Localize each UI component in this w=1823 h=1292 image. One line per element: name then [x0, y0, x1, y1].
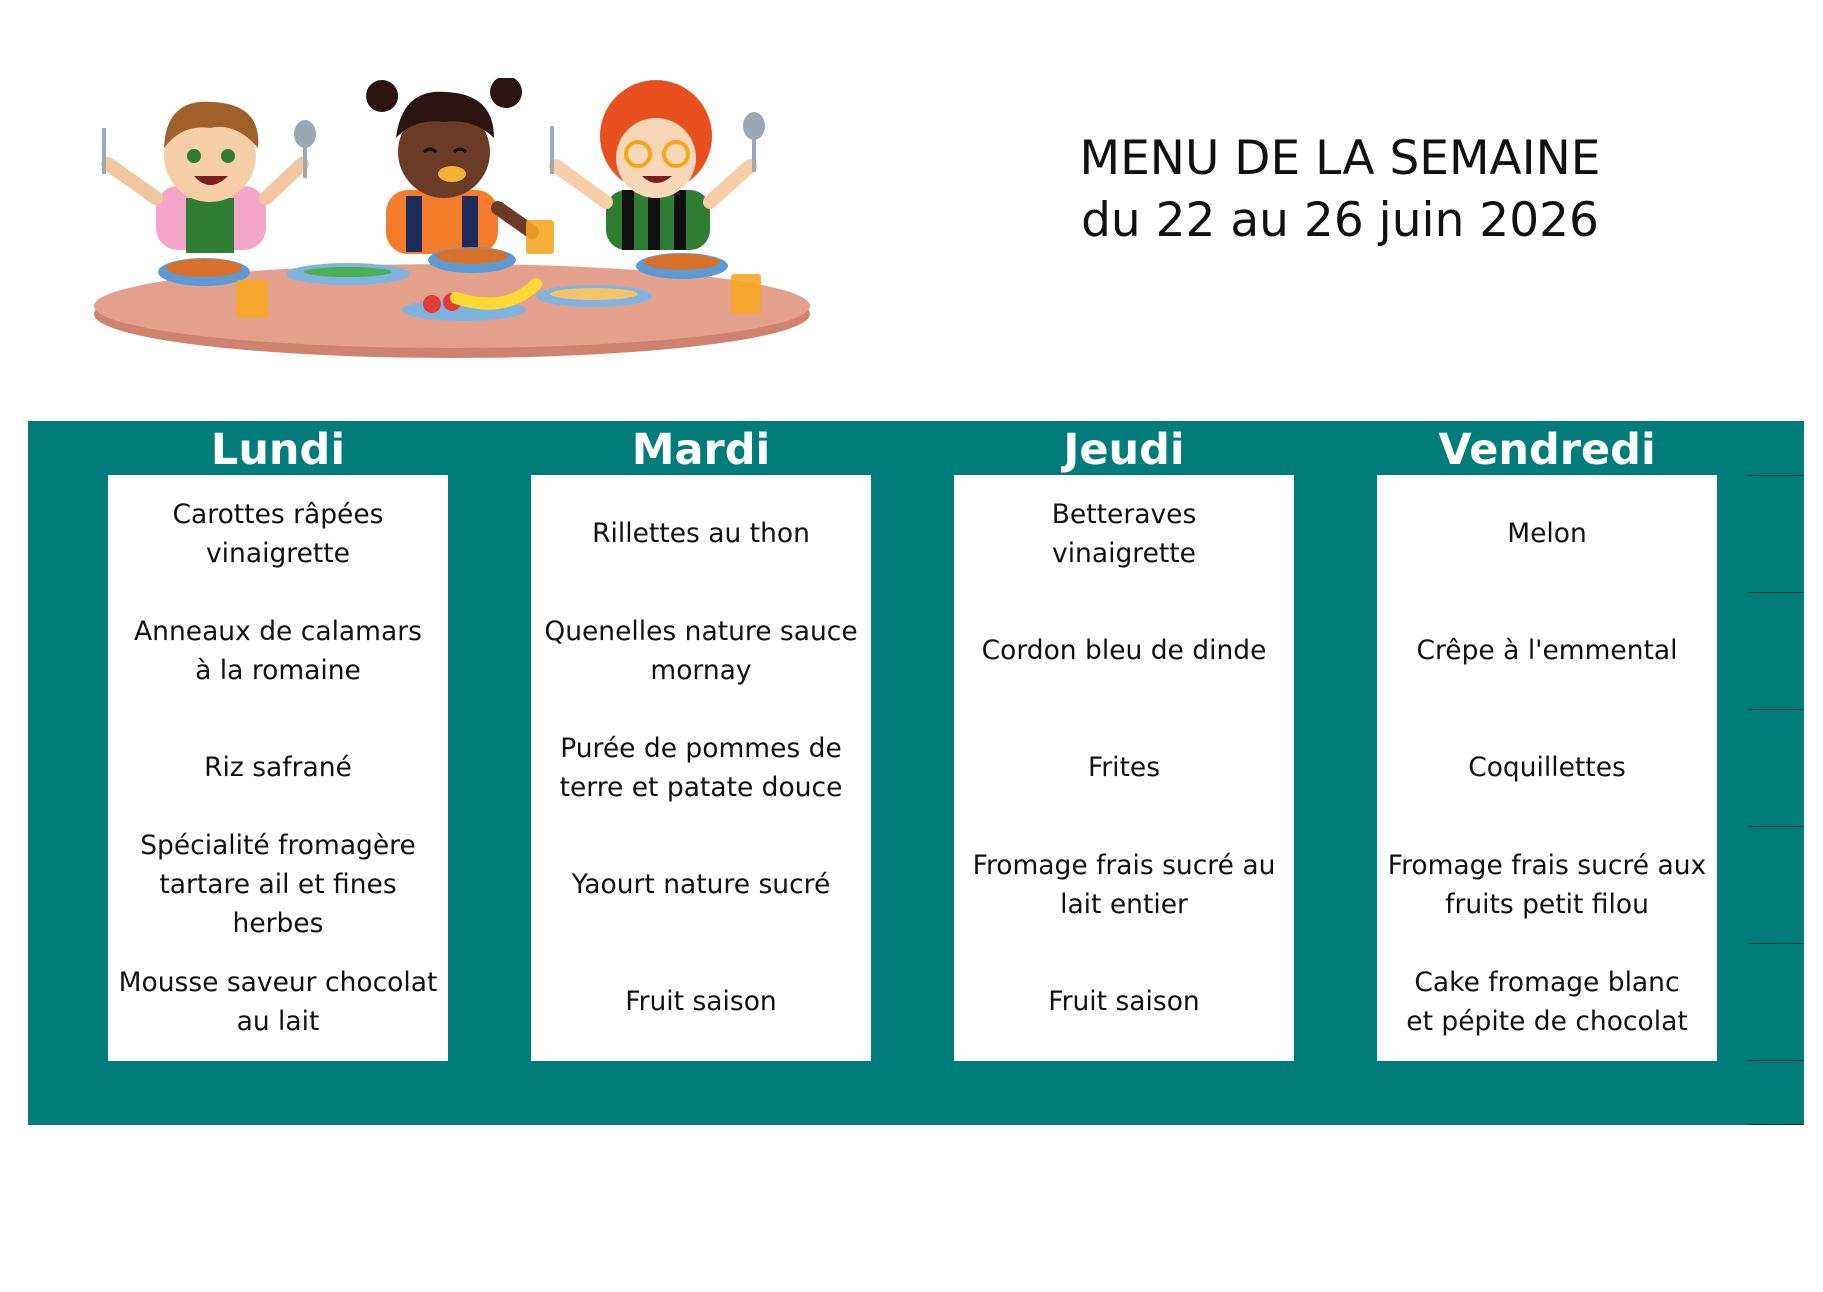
- day-column-vendredi: [1377, 475, 1717, 1061]
- menu-line: au lait: [236, 1005, 320, 1037]
- day-column-lundi: [108, 475, 448, 1061]
- menu-line: vinaigrette: [206, 537, 350, 569]
- menu-cell-main: [531, 592, 871, 709]
- menu-cell-side: [108, 709, 448, 826]
- menu-cell-starter: [1377, 475, 1717, 592]
- menu-cell-main: [1377, 592, 1717, 709]
- menu-cell-main: [108, 592, 448, 709]
- day-header-jeudi: Jeudi: [1063, 425, 1185, 475]
- children-eating-illustration: [86, 78, 826, 368]
- menu-cell-dairy: [108, 826, 448, 943]
- menu-line: à la romaine: [195, 654, 361, 686]
- menu-cell-dairy: [954, 826, 1294, 943]
- day-header-vendredi: Vendredi: [1438, 425, 1656, 475]
- menu-line: Fruit saison: [625, 986, 777, 1017]
- menu-line: tartare ail et fines: [159, 869, 397, 900]
- menu-line: et pépite de chocolat: [1406, 1005, 1688, 1037]
- day-column-jeudi: [954, 475, 1294, 1061]
- day-header-lundi: Lundi: [210, 425, 346, 475]
- menu-line: Frites: [1087, 752, 1161, 783]
- row-divider: [1748, 709, 1804, 710]
- menu-line: Cordon bleu de dinde: [981, 635, 1267, 666]
- menu-cell-dairy: [531, 826, 871, 943]
- menu-cell-dessert: [108, 943, 448, 1060]
- title-line-menu: MENU DE LA SEMAINE: [1079, 131, 1601, 186]
- menu-cell-starter: [108, 475, 448, 592]
- row-divider: [1748, 1060, 1804, 1061]
- menu-line: Yaourt nature sucré: [571, 869, 831, 900]
- menu-cell-dessert: [531, 943, 871, 1060]
- menu-cell-dessert: [954, 943, 1294, 1060]
- menu-line: Coquillettes: [1468, 752, 1626, 783]
- menu-line: Fromage frais sucré au: [972, 849, 1276, 881]
- row-divider: [1748, 826, 1804, 827]
- menu-line: Cake fromage blanc: [1414, 966, 1680, 998]
- menu-line: lait entier: [1060, 888, 1188, 920]
- menu-line: Anneaux de calamars: [134, 615, 422, 647]
- day-header-mardi: Mardi: [631, 425, 771, 475]
- children-eating-at-table-icon: [86, 78, 826, 368]
- menu-line: fruits petit filou: [1445, 888, 1649, 920]
- page-title: [1040, 128, 1640, 252]
- menu-line: vinaigrette: [1052, 537, 1196, 569]
- menu-line: mornay: [650, 654, 752, 686]
- menu-cell-main: [954, 592, 1294, 709]
- menu-line: Rillettes au thon: [592, 518, 810, 549]
- day-column-mardi: [531, 475, 871, 1061]
- menu-line: Spécialité fromagère: [140, 830, 416, 861]
- menu-cell-dairy: [1377, 826, 1717, 943]
- menu-line: terre et patate douce: [559, 771, 843, 803]
- menu-cell-side: [1377, 709, 1717, 826]
- menu-cell-starter: [531, 475, 871, 592]
- menu-cell-side: [531, 709, 871, 826]
- row-divider: [1748, 592, 1804, 593]
- menu-line: Melon: [1507, 518, 1587, 549]
- menu-line: Fruit saison: [1048, 986, 1200, 1017]
- menu-line: Mousse saveur chocolat: [118, 966, 438, 998]
- weekly-menu-table: [28, 421, 1804, 1125]
- row-divider: [1748, 943, 1804, 944]
- menu-line: Carottes râpées: [172, 498, 384, 530]
- menu-line: Crêpe à l'emmental: [1416, 635, 1678, 666]
- menu-line: Fromage frais sucré aux: [1387, 849, 1707, 881]
- menu-cell-side: [954, 709, 1294, 826]
- menu-cell-dessert: [1377, 943, 1717, 1060]
- menu-line: herbes: [232, 908, 324, 939]
- row-divider: [1748, 1124, 1804, 1125]
- menu-line: Quenelles nature sauce: [544, 615, 858, 647]
- menu-line: Riz safrané: [204, 752, 352, 783]
- menu-line: Betteraves: [1051, 498, 1197, 530]
- menu-line: Purée de pommes de: [560, 732, 842, 764]
- menu-cell-starter: [954, 475, 1294, 592]
- row-divider: [1748, 475, 1804, 476]
- title-line-dates: du 22 au 26 juin 2026: [1081, 193, 1599, 248]
